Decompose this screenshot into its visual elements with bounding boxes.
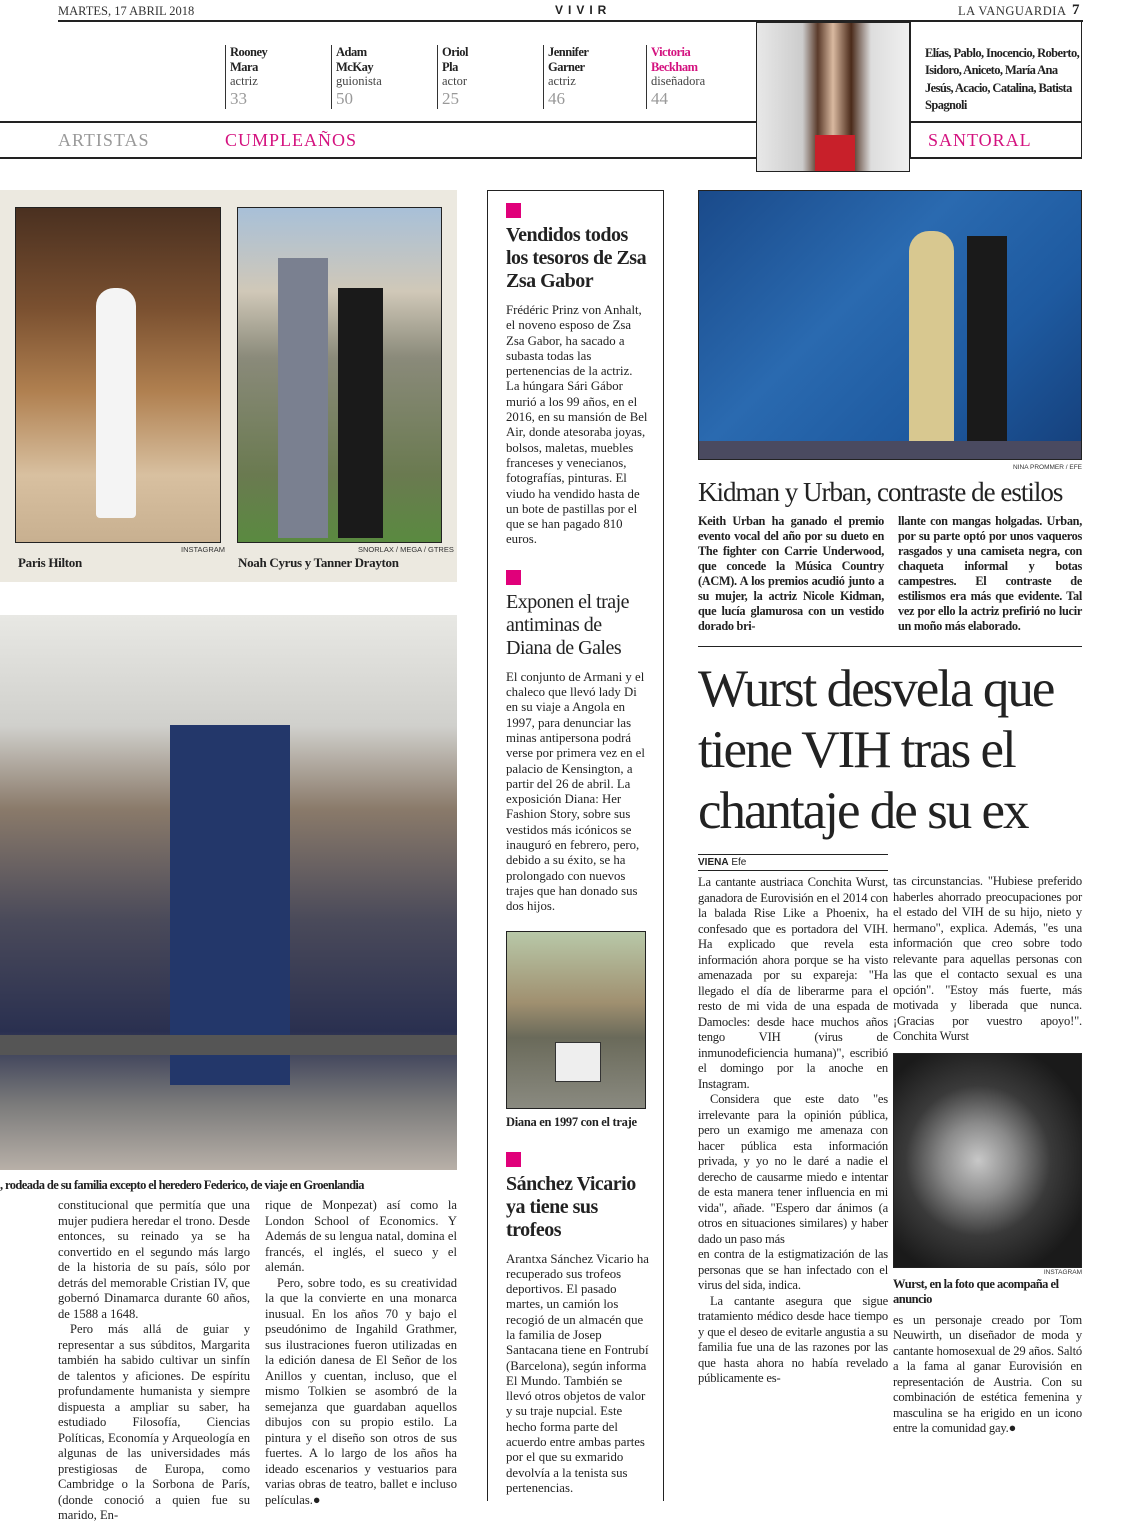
divider [698,646,1082,647]
kidman-column: Keith Urban ha ganado el premio evento vocal del año por su dueto en The fighter con Carrie Underwood, que concede la Música Country (ACM). A los premios acudió junto a su mujer, la actriz Nicole Kidman, que lucía glamurosa con un vestido dorado bri- [698,514,884,633]
photo-credit: INSTAGRAM [181,545,226,554]
bullet-square [506,203,521,218]
section-name: VIVIR [555,3,612,17]
victoria-beckham-photo [756,22,910,172]
bullet-square [506,570,521,585]
wurst-headline: Wurst desvela que tiene VIH tras el chantaje de su ex [698,660,1054,840]
birthday-item-featured: Victoria Beckham diseñadora 44 [646,45,746,109]
divider [910,121,1082,123]
newspaper-name: LA VANGUARDIA [958,4,1067,18]
brief-title: Sánchez Vicario ya tiene sus trofeos [506,1172,636,1241]
brief-title: Exponen el traje antiminas de Diana de Gales [506,590,630,659]
bullet-square [506,1152,521,1167]
divider [910,157,1082,159]
divider [698,870,888,871]
photo-caption: Wurst, en la foto que acompaña el anuncio [893,1276,1059,1306]
birthday-item: Adam McKay guionista 50 [331,45,431,109]
suit-figure [170,725,290,1085]
birthday-item: Rooney Mara actriz 33 [225,45,325,109]
birthday-item: Jennifer Garner actriz 46 [543,45,643,109]
white-dress [96,288,136,518]
photo-credit: NINA PROMMER / EFE [1013,464,1082,471]
brief-body: El conjunto de Armani y el chaleco que llevó lady Di en su viaje a Angola en 1997, para denunciar las minas antipersona podrá verse por primera vez en el palacio de Kensington, a partir del 26 de abril. La exposición Diana: Her Fashion Story, sobre sus vestidos más icónicos se inauguró en febrero, pero, debido a su éxito, se ha prolongado con nuevos trajes que han donado sus dos hijos. [506,669,645,914]
photo-caption: Noah Cyrus y Tanner Drayton [238,555,399,570]
article-column: constitucional que permitía que una mujer pudiera heredar el trono. Desde entonces, su reinado ya se ha convertido en el segundo más largo de la historia de su país, sólo por detrás del memorable Cristian IV, que gobernó Dinamarca durante 60 años, de 1588 a 1648. Pero más allá de guiar y representar a sus súbditos, Margarita también ha sabido cultivar un sinfín de talentos y aficiones. De espíritu profundamente humanista y siempre dispuesta a ampliar su saber, ha estudiado Filosofía, Ciencias Políticas, Economía y Arqueología en algunas de las universidades más prestigiosas de Europa, como Cambridge o la Sorbona de París, (donde conoció a quien fue su marido, En- [58,1198,250,1522]
person-figure [278,258,328,538]
birthday-item: Oriol Pla actor 25 [437,45,537,109]
photo-caption: , rodeada de su familia excepto el heredero Federico, de viaje en Groenlandia [0,1178,364,1192]
right-stories [698,463,1082,1437]
halo-trust-badge [555,1042,601,1082]
section-artists: ARTISTAS [58,130,150,150]
red-dress [815,135,855,172]
divider [0,157,756,159]
kidman-title: Kidman y Urban, contraste de estilos [698,477,1063,507]
photo-caption: Paris Hilton [18,555,82,570]
diana-photo [506,931,646,1109]
noah-cyrus-photo [237,207,442,543]
briefs-column [487,190,664,1501]
person-figure [338,288,383,538]
gold-dress [909,231,954,460]
page-number: 7 [1072,2,1080,18]
wurst-column-right [893,854,1082,1437]
kidman-column: llante con mangas holgadas. Urban, por su parte optó por unos vaqueros rasgados y una camiseta negra, con chaqueta informal y botas campestres. El contraste de estilismos era más que evidente. Tal vez por ello la actriz prefirió no lucir un moño más elaborado. [898,514,1082,633]
brief-title: Vendidos todos los tesoros de Zsa Zsa Gabor [506,224,647,292]
brief-body: Arantxa Sánchez Vicario ha recuperado sus trofeos deportivos. El pasado martes, un camión los recogió de un almacén que la familia de Josep Santacana tiene en Fontrubí (Barcelona), según informa El Mundo. También se llevó otros objetos de valor y su traje nupcial. Este hecho forma parte del acuerdo entre ambas partes por el que su exmarido devolvía a la tenista sus pertenencias. [506,1251,649,1495]
photo-caption: Diana en 1997 con el traje [506,1114,637,1129]
acm-awards-photo [698,190,1082,460]
balcony-rail [0,1035,457,1055]
carpet [699,441,1082,460]
photo-credit: INSTAGRAM [1043,1268,1082,1276]
byline: VIENA Efe [698,857,747,868]
photo-credit: SNORLAX / MEGA / GTRES [358,545,454,554]
paris-hilton-photo [15,207,221,543]
royal-family-photo [0,615,457,1170]
wurst-column: es un personaje creado por Tom Neuwirth, un diseñador de moda y cantante homosexual de 29 años. Saltó a la fama al ganar Eurovisión en representación de Austria. Con su combinación de estética femenina y masculina se ha erigido en un icono entre la comunidad gay.● [893,1312,1082,1435]
section-birthdays: CUMPLEAÑOS [225,130,358,150]
wurst-column: tas circunstancias. "Hubiese preferido haberles ahorrado preocupaciones por el estado del VIH de su hijo, nieto y hermano", explica. Además, "es una información que creo sobre todo relevante para aquellas personas con las que el contacto sexual es una opción". "Estoy más fuerte, más motivada y liberada que nunca. ¡Gracias por vuestro apoyo!". Conchita Wurst [893,874,1082,1043]
article-column: rique de Monpezat) así como la London School of Economics. Y Además de su lengua natal, domina el francés, el inglés, el sueco y el alemán. Pero, sobre todo, es su creatividad la que la convierte en una monarca inusual. En los años 70 y bajo el pseudónimo de Ingahild Grathmer, sus ilustraciones fueron utilizadas en la edición danesa de El Señor de los Anillos y cuentan, incluso, que el mismo Tolkien se asombró de la semejanza que guardaban aquellos dibujos con su propio estilo. La pintura y el diseño son otros de sus fuertes. A lo largo de los años ha ideado escenarios y vestuarios para varias obras de teatro, ballet e incluso películas.● [265,1198,457,1507]
wurst-column: La cantante austriaca Conchita Wurst, ganadora de Eurovisión en el 2014 con la balada Rise Like a Phoenix, ha confesado que es portadora del VIH. Ha explicado que revela esta información ahora porque se ha visto amenazada por su expareja: "Ha llegado el día de liberarme para el resto de mi vida de una espada de Damocles: desde hace muchos años tengo VIH (virus de inmunodeficiencia humana)", escribió el domingo por la anoche en Instagram. Considera que este dato "es irrelevante para la opinión pública, pero un examigo me amenaza con hacer pública esta información privada, y yo no le daré a nadie el derecho de causarme miedo e intentar de esta manera tener influencia en mi vida", añade. "Espero dar ánimos (a otros en situaciones similares) y haber dado un paso más en contra de la estigmatización de las personas que se han infectado con el virus del sida, indica. La cantante asegura que sigue tratamiento médico desde hace tiempo y que el deseo de evitarle angustia a su familia fue una de las razones por las que hasta ahora no había revelado públicamente es- [698,875,888,1385]
issue-date: MARTES, 17 ABRIL 2018 [58,4,195,18]
conchita-wurst-photo [893,1053,1082,1268]
saints-list: Elías, Pablo, Inocencio, Roberto, Isidoro, Aniceto, María Ana Jesús, Acacio, Catalina, Batista Spagnoli [925,46,1080,112]
divider [0,121,756,123]
brief-body: Frédéric Prinz von Anhalt, el noveno esposo de Zsa Zsa Gabor, ha sacado a subasta todas las pertenencias de la actriz. La húngara Sári Gábor murió a los 99 años, en el 2016, en su mansión de Bel Air, donde atesoraba joyas, bolsos, maletas, muebles franceses y venecianos, fotografías, pinturas. El viudo ha vendido hasta de un bote de pastillas por el que se han pagado 810 euros. [506,303,648,547]
section-saints: SANTORAL [928,130,1032,150]
wurst-column-left [698,854,888,1437]
person-figure [967,236,1007,460]
